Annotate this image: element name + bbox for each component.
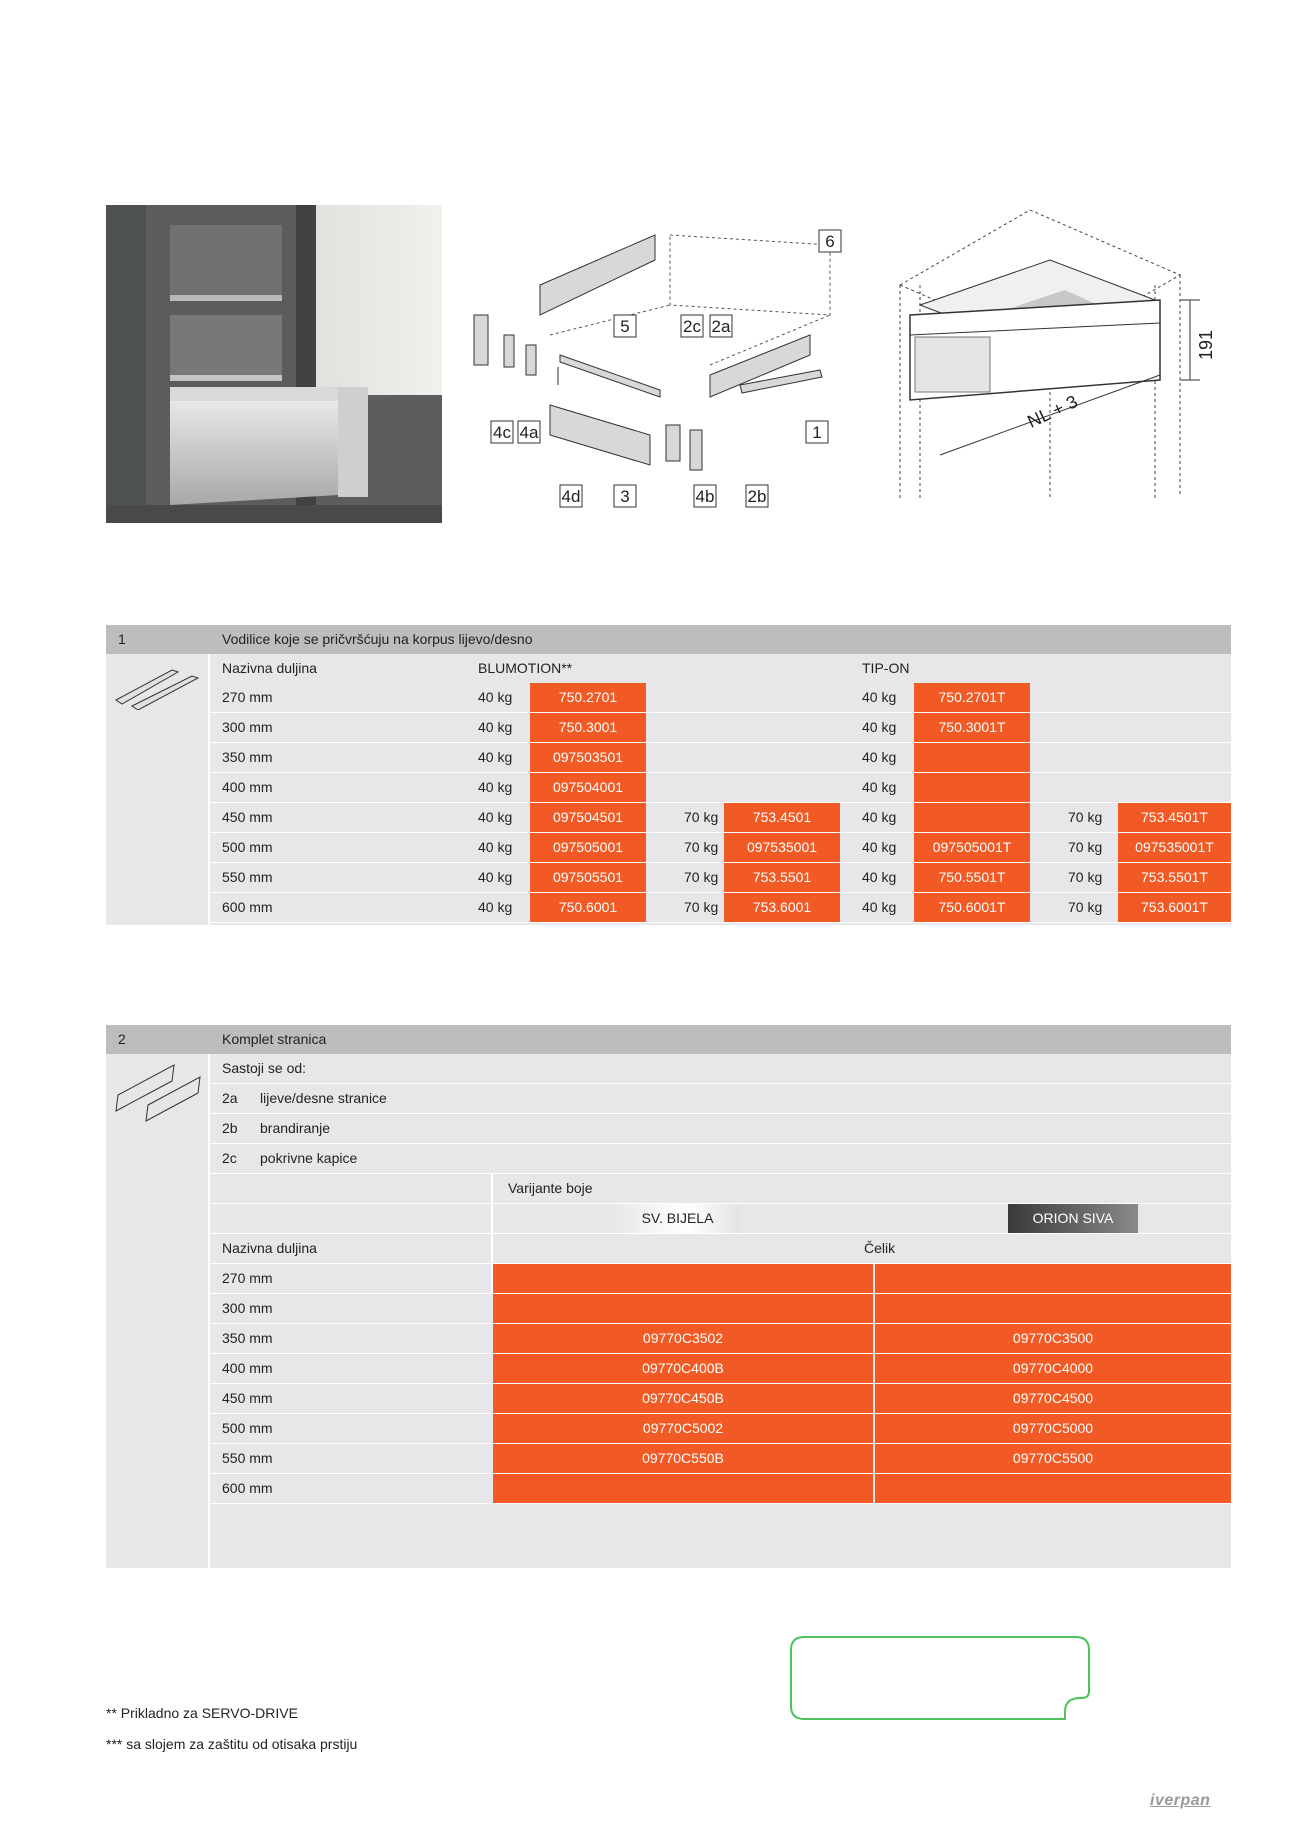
article-code: 750.2701 — [530, 683, 646, 712]
article-code: 750.6001 — [530, 893, 646, 922]
table-row — [210, 1384, 1231, 1413]
row-length: 550 mm — [222, 1450, 273, 1466]
label-2c: 2c — [683, 317, 701, 336]
color-swatch-white: SV. BIJELA — [615, 1204, 740, 1233]
part-code: 2c — [222, 1150, 237, 1166]
article-code: 753.5501 — [724, 863, 840, 892]
row-length: 400 mm — [222, 779, 273, 795]
part-label: lijeve/desne stranice — [260, 1090, 387, 1106]
row-weight: 40 kg — [478, 899, 513, 915]
side-panel-icon — [112, 1061, 202, 1132]
label-4a: 4a — [519, 423, 539, 442]
row-length: 270 mm — [222, 1270, 273, 1286]
article-code — [1118, 773, 1231, 802]
row-divider — [210, 922, 1231, 923]
row-weight: 70 kg — [684, 869, 719, 885]
row-weight: 70 kg — [1068, 869, 1103, 885]
row-weight: 40 kg — [478, 839, 513, 855]
row-length: 450 mm — [222, 1390, 273, 1406]
article-code — [875, 1294, 1231, 1323]
article-code: 09770C450B — [493, 1384, 873, 1413]
table-row — [210, 1354, 1231, 1383]
label-1: 1 — [812, 423, 822, 442]
row-length: 400 mm — [222, 1360, 273, 1376]
runner-icon — [112, 660, 202, 715]
row-weight: 40 kg — [862, 899, 897, 915]
row-weight: 40 kg — [478, 719, 513, 735]
table-row — [210, 773, 1231, 802]
footnote-fingerprint: *** sa slojem za zaštitu od otisaka prstiju — [106, 1736, 358, 1752]
part-label: pokrivne kapice — [260, 1150, 358, 1166]
article-code: 09770C3502 — [493, 1324, 873, 1353]
article-code: 09770C5000 — [875, 1414, 1231, 1443]
section2-title: Komplet stranica — [222, 1031, 327, 1047]
row-length: 350 mm — [222, 1330, 273, 1346]
s1-blumotion-header: BLUMOTION** — [478, 660, 573, 676]
article-code — [493, 1264, 873, 1293]
section1-number: 1 — [118, 631, 126, 647]
table-row — [210, 893, 1231, 922]
table-row — [210, 1264, 1231, 1293]
row-length: 300 mm — [222, 1300, 273, 1316]
table-row — [210, 713, 1231, 742]
table-row — [210, 1444, 1231, 1473]
article-code: 097505001 — [530, 833, 646, 862]
label-3: 3 — [620, 487, 630, 506]
row-weight: 40 kg — [478, 809, 513, 825]
row-length: 350 mm — [222, 749, 273, 765]
table-row — [210, 1474, 1231, 1503]
row-weight: 40 kg — [862, 779, 897, 795]
label-5: 5 — [620, 317, 630, 336]
article-code — [914, 743, 1030, 772]
article-code: 750.3001T — [914, 713, 1030, 742]
article-code: 750.5501T — [914, 863, 1030, 892]
article-code: 09770C3500 — [875, 1324, 1231, 1353]
article-code — [493, 1294, 873, 1323]
table-row — [210, 1324, 1231, 1353]
article-code — [724, 743, 840, 772]
s1-length-header: Nazivna duljina — [222, 660, 317, 676]
row-weight: 70 kg — [1068, 839, 1103, 855]
color-swatch-orion: ORION SIVA — [1008, 1204, 1138, 1233]
label-2a: 2a — [711, 317, 731, 336]
article-code — [1118, 683, 1231, 712]
s2-consists: Sastoji se od: — [222, 1060, 307, 1076]
footnote-servo: ** Prikladno za SERVO-DRIVE — [106, 1705, 298, 1721]
section2-table — [106, 1025, 1231, 1568]
article-code: 750.3001 — [530, 713, 646, 742]
row-length: 300 mm — [222, 719, 273, 735]
table-row — [210, 683, 1231, 712]
article-code: 097535001 — [724, 833, 840, 862]
row-length: 600 mm — [222, 1480, 273, 1496]
article-code: 753.4501T — [1118, 803, 1231, 832]
row-weight: 40 kg — [478, 779, 513, 795]
article-code: 09770C400B — [493, 1354, 873, 1383]
article-code — [493, 1474, 873, 1503]
assembly-diagram — [470, 205, 870, 523]
brand-logo: iverpan — [1150, 1792, 1211, 1809]
section1-table — [106, 625, 1231, 925]
material-label: Čelik — [864, 1240, 896, 1256]
table-row — [210, 1294, 1231, 1323]
label-4d: 4d — [561, 487, 581, 506]
article-code — [724, 683, 840, 712]
article-code: 097535001T — [1118, 833, 1231, 862]
green-outline-box — [790, 1636, 1090, 1720]
article-code: 09770C5500 — [875, 1444, 1231, 1473]
article-code — [875, 1264, 1231, 1293]
section2-number: 2 — [118, 1031, 126, 1047]
row-weight: 70 kg — [684, 809, 719, 825]
part-code: 2a — [222, 1090, 238, 1106]
table-row — [210, 863, 1231, 892]
article-code — [875, 1474, 1231, 1503]
row-length: 500 mm — [222, 839, 273, 855]
article-code: 753.4501 — [724, 803, 840, 832]
row-length: 550 mm — [222, 869, 273, 885]
row-weight: 40 kg — [862, 719, 897, 735]
dim-height-label: 191 — [1196, 329, 1216, 361]
article-code: 09770C4500 — [875, 1384, 1231, 1413]
table-row — [210, 833, 1231, 862]
article-code: 097503501 — [530, 743, 646, 772]
article-code: 753.6001 — [724, 893, 840, 922]
s2-length-header: Nazivna duljina — [222, 1240, 317, 1256]
article-code — [724, 713, 840, 742]
part-code: 2b — [222, 1120, 238, 1136]
article-code: 09770C4000 — [875, 1354, 1231, 1383]
row-length: 270 mm — [222, 689, 273, 705]
article-code: 097505501 — [530, 863, 646, 892]
row-length: 500 mm — [222, 1420, 273, 1436]
article-code: 097504501 — [530, 803, 646, 832]
row-weight: 40 kg — [862, 839, 897, 855]
row-length: 450 mm — [222, 809, 273, 825]
label-6: 6 — [825, 232, 835, 251]
article-code: 750.2701T — [914, 683, 1030, 712]
row-weight: 70 kg — [1068, 809, 1103, 825]
product-photo — [106, 205, 442, 523]
dimension-drawing — [890, 205, 1220, 505]
row-weight: 70 kg — [1068, 899, 1103, 915]
row-weight: 40 kg — [862, 809, 897, 825]
row-weight: 40 kg — [478, 749, 513, 765]
article-code: 750.6001T — [914, 893, 1030, 922]
article-code: 097505001T — [914, 833, 1030, 862]
article-code — [1118, 743, 1231, 772]
row-weight: 40 kg — [862, 869, 897, 885]
row-weight: 70 kg — [684, 839, 719, 855]
article-code — [1118, 713, 1231, 742]
label-4c: 4c — [493, 423, 511, 442]
article-code: 097504001 — [530, 773, 646, 802]
article-code: 753.5501T — [1118, 863, 1231, 892]
row-weight: 70 kg — [684, 899, 719, 915]
table-row — [210, 1414, 1231, 1443]
article-code — [724, 773, 840, 802]
article-code: 09770C550B — [493, 1444, 873, 1473]
table-row — [210, 803, 1231, 832]
row-weight: 40 kg — [862, 749, 897, 765]
row-weight: 40 kg — [862, 689, 897, 705]
article-code — [914, 803, 1030, 832]
label-4b: 4b — [695, 487, 715, 506]
row-weight: 40 kg — [478, 689, 513, 705]
article-code: 753.6001T — [1118, 893, 1231, 922]
s1-tipon-header: TIP-ON — [862, 660, 910, 676]
section1-title: Vodilice koje se pričvršćuju na korpus lijevo/desno — [222, 631, 533, 647]
row-divider — [210, 1503, 1231, 1504]
dim-nl-label: NL + 3 — [1024, 391, 1081, 432]
label-2b: 2b — [747, 487, 767, 506]
article-code: 09770C5002 — [493, 1414, 873, 1443]
color-variants-label: Varijante boje — [508, 1180, 593, 1196]
row-weight: 40 kg — [478, 869, 513, 885]
table-row — [210, 743, 1231, 772]
part-label: brandiranje — [260, 1120, 331, 1136]
row-length: 600 mm — [222, 899, 273, 915]
article-code — [914, 773, 1030, 802]
